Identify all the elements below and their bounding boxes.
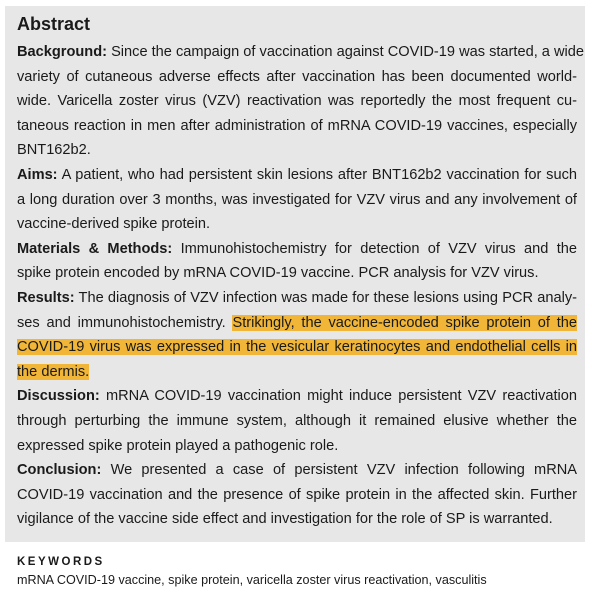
conclusion-line: COVID-19 vaccination and the presence of spike protein in the affected skin. Further — [17, 486, 577, 503]
keywords-list: mRNA COVID-19 vaccine, spike protein, varicella zoster virus reactivation, vasculitis — [17, 573, 487, 587]
results-label: Results: — [17, 289, 75, 306]
conclusion-line — [17, 458, 577, 483]
discussion-text: mRNA COVID-19 vaccination might induce persistent VZV reactivation — [105, 388, 577, 405]
aims-text: A patient, who had persistent skin lesions after BNT162b2 vaccination for such — [61, 166, 577, 183]
highlighted-text: COVID-19 virus was expressed in the vesicular keratinocytes and endothelial cells in — [17, 339, 577, 356]
highlighted-text: the dermis. — [17, 363, 90, 380]
methods-label: Materials & Methods: — [17, 240, 173, 257]
conclusion-text: We presented a case of persistent VZV infection following mRNA — [110, 462, 578, 479]
discussion-label: Discussion: — [17, 388, 100, 405]
background-line: taneous reaction in men after administration of mRNA COVID-19 vaccines, especially — [17, 117, 577, 134]
background-label: Background: — [17, 44, 107, 60]
conclusion-label: Conclusion: — [17, 462, 102, 479]
discussion-line: expressed spike protein played a pathogenic role. — [17, 437, 339, 454]
background-line: variety of cutaneous adverse effects after vaccination has been documented world- — [17, 68, 577, 85]
background-line: BNT162b2. — [17, 142, 91, 159]
aims-line: a long duration over 3 months, was investigated for VZV virus and any involvement of — [17, 191, 577, 208]
methods-text: Immunohistochemistry for detection of VZV virus and the — [180, 240, 577, 257]
results-text: The diagnosis of VZV infection was made for these lesions using PCR analy- — [78, 289, 578, 306]
abstract-title: Abstract — [17, 14, 91, 34]
results-line — [17, 360, 577, 385]
background-line — [17, 40, 584, 65]
results-line — [17, 286, 577, 311]
results-line — [17, 311, 577, 336]
aims-line: vaccine-derived spike protein. — [17, 216, 211, 233]
results-line — [17, 335, 577, 360]
conclusion-line: vigilance of the vaccine side effect and investigation for the role of SP is warranted. — [17, 511, 553, 528]
keywords-heading: KEYWORDS — [17, 556, 105, 568]
discussion-line: through perturbing the immune system, although it remained elusive whether the — [17, 412, 577, 429]
discussion-line — [17, 384, 577, 409]
highlighted-text: Strikingly, the vaccine-encoded spike protein of the — [232, 314, 577, 331]
aims-line — [17, 163, 577, 188]
methods-line — [17, 237, 577, 262]
background-text: Since the campaign of vaccination against COVID-19 was started, a wide — [111, 44, 584, 60]
methods-line: spike protein encoded by mRNA COVID-19 vaccine. PCR analysis for VZV virus. — [17, 265, 539, 282]
background-line: wide. Varicella zoster virus (VZV) reactivation was reportedly the most frequent cu- — [17, 93, 577, 110]
aims-label: Aims: — [17, 166, 58, 183]
results-text: ses and immunohistochemistry. — [17, 314, 226, 331]
abstract-body — [17, 40, 584, 532]
